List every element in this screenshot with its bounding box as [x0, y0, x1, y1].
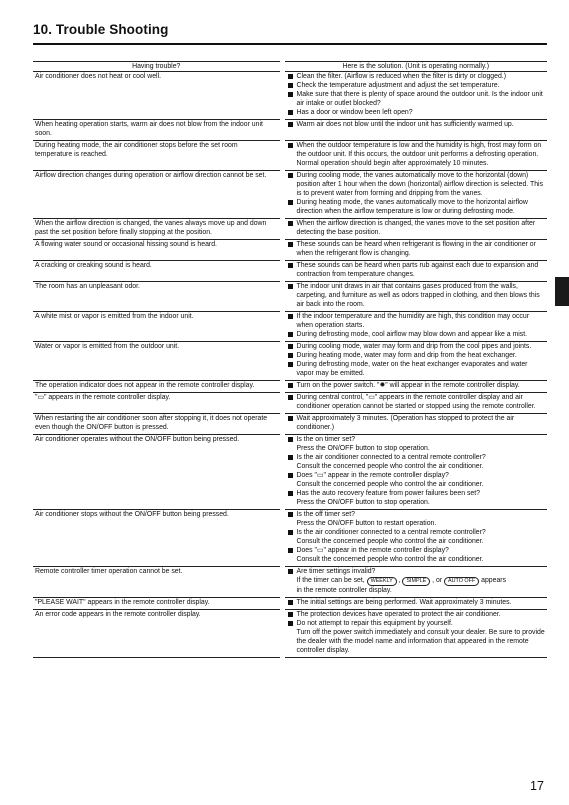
edge-tab-marker [555, 277, 569, 306]
solution-text: The initial settings are being performed. Wait approximately 3 minutes. [296, 599, 512, 606]
solution-cell [282, 282, 547, 312]
table-header-row [33, 62, 547, 72]
solution-text: During central control, "▭" appears in the remote controller display and air conditioner operation cannot be started or stopped using the remote controller. [296, 394, 536, 410]
solution-text: During defrosting mode, cool airflow may blow down and appear like a mist. [296, 331, 528, 338]
solution-text: Is the off timer set? [296, 511, 355, 518]
solution-text: Has the auto recovery feature from power failures been set? [296, 490, 480, 497]
solution-item [287, 219, 546, 237]
problem-cell: Air conditioner does not heat or cool well. [33, 72, 282, 120]
problem-cell: Remote controller timer operation cannot be set. [33, 567, 282, 598]
solution-cell [282, 72, 547, 120]
table-row [33, 312, 547, 342]
bullet-square-icon [288, 110, 293, 115]
solution-text: Wait approximately 3 minutes. (Operation has stopped to protect the air conditioner.) [296, 415, 515, 431]
solution-item [287, 282, 546, 309]
page-title: 10. Trouble Shooting [33, 22, 169, 37]
problem-cell: "▭" appears in the remote controller display. [33, 393, 282, 414]
solution-item [287, 90, 546, 108]
solution-item [287, 528, 546, 546]
bullet-square-icon [288, 548, 293, 553]
solution-item [287, 240, 546, 258]
bullet-square-icon [288, 344, 293, 349]
separator: , [398, 577, 401, 584]
solution-text: During defrosting mode, water on the heat exchanger evaporates and water vapor may be emitted. [296, 361, 528, 377]
bullet-square-icon [288, 473, 293, 478]
bullet-square-icon [288, 600, 293, 605]
timer-line2: in the remote controller display. [296, 587, 392, 594]
table-row [33, 381, 547, 393]
solution-text: Consult the concerned people who control the air conditioner. [296, 538, 484, 545]
solution-cell [282, 219, 547, 240]
solution-item [287, 610, 546, 619]
bullet-square-icon [288, 455, 293, 460]
table-row [33, 171, 547, 219]
solution-text: Consult the concerned people who control the air conditioner. [296, 463, 484, 470]
solution-text: During heating mode, water may form and drip from the heat exchanger. [296, 352, 517, 359]
bullet-square-icon [288, 143, 293, 148]
solution-item [287, 141, 546, 168]
table-row [33, 393, 547, 414]
solution-item [287, 435, 546, 453]
solution-text: When the outdoor temperature is low and the humidity is high, frost may form on the outdoor unit. If this occurs, the outdoor unit performs a defrosting operation. Normal operation should begin after approximately 10 minutes. [296, 142, 542, 167]
table-row [33, 72, 547, 120]
solution-text: The indoor unit draws in air that contains gases produced from the walls, carpeting, and furniture as well as odors trapped in clothing, and then blows this air back into the room. [296, 283, 540, 308]
table-row [33, 435, 547, 510]
solution-cell [282, 261, 547, 282]
solution-text: These sounds can be heard when parts rub against each due to expansion and contraction from temperature changes. [296, 262, 539, 278]
solution-item [287, 171, 546, 198]
table-body [33, 72, 547, 658]
solution-item [287, 342, 546, 351]
bullet-square-icon [288, 395, 293, 400]
solution-item [287, 567, 546, 595]
bullet-square-icon [288, 530, 293, 535]
solution-cell [282, 141, 547, 171]
table-row [33, 120, 547, 141]
solution-item [287, 453, 546, 471]
problem-cell: The operation indicator does not appear in the remote controller display. [33, 381, 282, 393]
weekly-button-label: WEEKLY [367, 577, 397, 586]
solution-cell [282, 510, 547, 567]
table-row [33, 414, 547, 435]
problem-cell: Water or vapor is emitted from the outdoor unit. [33, 342, 282, 381]
page-number: 17 [530, 779, 544, 793]
problem-cell: A flowing water sound or occasional hissing sound is heard. [33, 240, 282, 261]
bullet-square-icon [288, 437, 293, 442]
column-header-problem: Having trouble? [33, 62, 282, 72]
problem-cell: "PLEASE WAIT" appears in the remote controller display. [33, 598, 282, 610]
table-row [33, 219, 547, 240]
table-row [33, 261, 547, 282]
solution-text: The protection devices have operated to protect the air conditioner. [296, 611, 501, 618]
solution-cell [282, 171, 547, 219]
solution-text: Do not attempt to repair this equipment by yourself. [296, 620, 453, 627]
solution-text: Does "▭" appear in the remote controller display? [296, 472, 449, 479]
bullet-square-icon [288, 221, 293, 226]
solution-item [287, 120, 546, 129]
solution-item [287, 360, 546, 378]
problem-cell: The room has an unpleasant odor. [33, 282, 282, 312]
solution-item [287, 312, 546, 330]
bullet-square-icon [288, 284, 293, 289]
bullet-square-icon [288, 173, 293, 178]
solution-text: Turn on the power switch. "✹" will appear in the remote controller display. [296, 382, 520, 389]
solution-item [287, 546, 546, 564]
solution-text: Press the ON/OFF button to stop operation. [296, 445, 430, 452]
solution-text: These sounds can be heard when refrigerant is flowing in the air conditioner or when the refrigerant flow is changing. [296, 241, 536, 257]
solution-text: Is the air conditioner connected to a central remote controller? [296, 529, 486, 536]
solution-text: During cooling mode, the vanes automatically move to the horizontal (down) position after 1 hour when the down (horizontal) airflow direction is selected. This is to prevent water from forming and dripping from the vanes. [296, 172, 544, 197]
solution-text: During cooling mode, water may form and drip from the cool pipes and joints. [296, 343, 532, 350]
simple-button-label: SIMPLE [402, 577, 430, 586]
solution-text: Press the ON/OFF button to restart operation. [296, 520, 437, 527]
solution-text: Warm air does not blow until the indoor unit has sufficiently warmed up. [296, 121, 514, 128]
table-row [33, 510, 547, 567]
solution-cell [282, 598, 547, 610]
problem-cell: When restarting the air conditioner soon after stopping it, it does not operate even though the ON/OFF button is pressed. [33, 414, 282, 435]
solution-item [287, 381, 546, 390]
solution-text: Turn off the power switch immediately and consult your dealer. Be sure to provide the dealer with the model name and information that appeared in the remote controller display. [296, 629, 545, 654]
solution-text: Is the air conditioner connected to a central remote controller? [296, 454, 486, 461]
bullet-square-icon [288, 92, 293, 97]
solution-item [287, 81, 546, 90]
solution-item [287, 598, 546, 607]
solution-item [287, 261, 546, 279]
bullet-square-icon [288, 353, 293, 358]
solution-text: When the airflow direction is changed, the vanes move to the set position after detecting the base position. [296, 220, 536, 236]
problem-cell: When heating operation starts, warm air does not blow from the indoor unit soon. [33, 120, 282, 141]
problem-cell: When the airflow direction is changed, the vanes always move up and down past the set position before finally stopping at the position. [33, 219, 282, 240]
table-row [33, 342, 547, 381]
table-row [33, 567, 547, 598]
solution-item [287, 351, 546, 360]
bullet-square-icon [288, 122, 293, 127]
auto-off-button-label: AUTO OFF [444, 577, 479, 586]
problem-cell: A cracking or creaking sound is heard. [33, 261, 282, 282]
solution-text: Clean the filter. (Airflow is reduced when the filter is dirty or clogged.) [296, 73, 506, 80]
table-row [33, 610, 547, 658]
solution-text: Does "▭" appear in the remote controller display? [296, 547, 449, 554]
solution-item [287, 414, 546, 432]
solution-cell [282, 393, 547, 414]
bullet-square-icon [288, 569, 293, 574]
problem-cell: A white mist or vapor is emitted from the indoor unit. [33, 312, 282, 342]
solution-cell [282, 381, 547, 393]
troubleshooting-table [33, 61, 547, 658]
solution-cell [282, 240, 547, 261]
table-row [33, 240, 547, 261]
timer-buttons-line [297, 576, 546, 586]
solution-text: If the indoor temperature and the humidity are high, this condition may occur when operation starts. [296, 313, 529, 329]
solution-cell [282, 342, 547, 381]
bullet-square-icon [288, 263, 293, 268]
solution-item [287, 108, 546, 117]
table-row [33, 598, 547, 610]
solution-item [287, 510, 546, 528]
solution-cell [282, 435, 547, 510]
bullet-square-icon [288, 383, 293, 388]
solution-text: During heating mode, the vanes automatically move to the horizontal airflow direction when the airflow temperature is low or during defrosting mode. [296, 199, 528, 215]
bullet-square-icon [288, 612, 293, 617]
solution-item [287, 198, 546, 216]
bullet-square-icon [288, 314, 293, 319]
column-header-solution: Here is the solution. (Unit is operating normally.) [282, 62, 547, 72]
solution-text: Make sure that there is plenty of space around the outdoor unit. Is the indoor unit air intake or outlet blocked? [296, 91, 543, 107]
solution-cell [282, 312, 547, 342]
title-divider [33, 43, 547, 45]
problem-cell: Air conditioner operates without the ON/OFF button being pressed. [33, 435, 282, 510]
solution-text: Are timer settings invalid? [296, 568, 376, 575]
table-row [33, 141, 547, 171]
solution-cell [282, 120, 547, 141]
bullet-square-icon [288, 416, 293, 421]
problem-cell: During heating mode, the air conditioner stops before the set room temperature is reached. [33, 141, 282, 171]
bullet-square-icon [288, 83, 293, 88]
solution-text: Is the on timer set? [296, 436, 356, 443]
bullet-square-icon [288, 621, 293, 626]
problem-cell: An error code appears in the remote controller display. [33, 610, 282, 658]
timer-prefix: If the timer can be set, [296, 577, 365, 584]
bullet-square-icon [288, 512, 293, 517]
solution-item [287, 393, 546, 411]
solution-item [287, 489, 546, 507]
bullet-square-icon [288, 200, 293, 205]
problem-cell: Airflow direction changes during operation or airflow direction cannot be set. [33, 171, 282, 219]
solution-text: Has a door or window been left open? [296, 109, 413, 116]
solution-item [287, 330, 546, 339]
solution-text: Consult the concerned people who control the air conditioner. [296, 556, 484, 563]
solution-cell [282, 610, 547, 658]
table-row [33, 282, 547, 312]
bullet-square-icon [288, 491, 293, 496]
solution-text: Consult the concerned people who control the air conditioner. [296, 481, 484, 488]
bullet-square-icon [288, 362, 293, 367]
solution-item [287, 619, 546, 655]
solution-cell [282, 567, 547, 598]
solution-text: Press the ON/OFF button to stop operation. [296, 499, 430, 506]
solution-item [287, 72, 546, 81]
timer-suffix: appears [481, 577, 507, 584]
problem-cell: Air conditioner stops without the ON/OFF button being pressed. [33, 510, 282, 567]
separator: , or [432, 577, 443, 584]
bullet-square-icon [288, 332, 293, 337]
solution-cell [282, 414, 547, 435]
solution-item [287, 471, 546, 489]
bullet-square-icon [288, 74, 293, 79]
bullet-square-icon [288, 242, 293, 247]
solution-text: Check the temperature adjustment and adjust the set temperature. [296, 82, 500, 89]
